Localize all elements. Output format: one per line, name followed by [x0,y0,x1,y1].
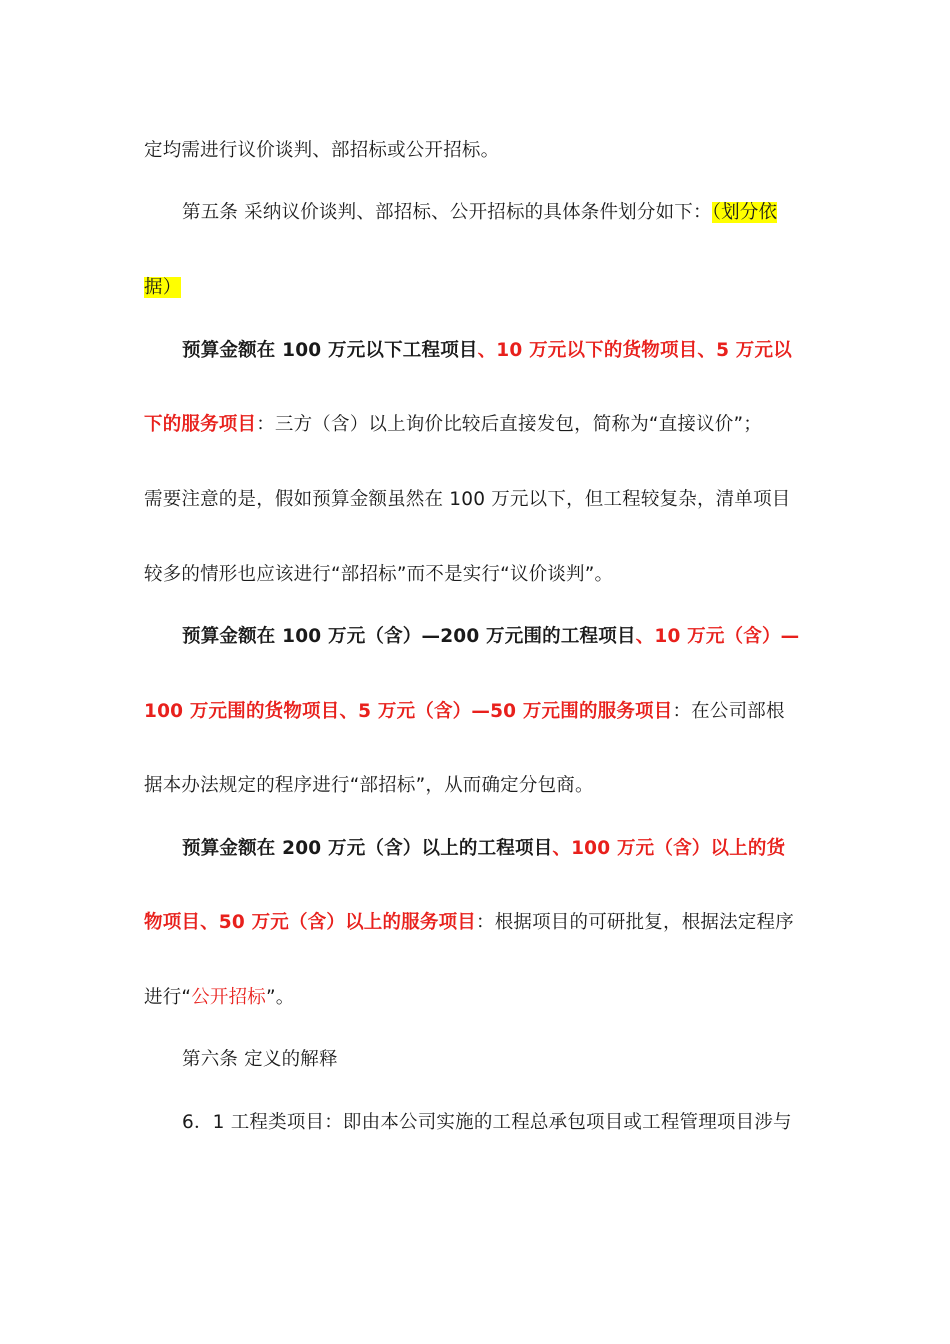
clause-2-red-text: 、10 万元（含）— [635,626,800,647]
clause-2-red-text: 100 万元围的货物项目、5 万元（含）—50 万元围的服务项目 [144,701,673,722]
clause-3-line-1 [182,836,806,862]
clause-1-line-3 [144,487,806,513]
clause-2-bold-lead: 预算金额在 100 万元（含）—200 万元围的工程项目 [182,626,636,647]
clause-1-text: ：三方（含）以上询价比较后直接发包，简称为“直接议价”； [256,414,762,435]
clause-1-line-1 [182,338,806,364]
highlighted-note: 据） [144,277,182,298]
clause-1-line-4 [144,562,806,588]
clause-2-line-2 [144,699,806,725]
clause-1-line-2 [144,412,806,438]
clause-3-text: ”。 [266,987,295,1008]
clause-3-bold-lead: 预算金额在 200 万元（含）以上的工程项目 [182,838,553,859]
clause-3-text: 进行“ [144,987,192,1008]
clause-2-text: 据本办法规定的程序进行“部招标”，从而确定分包商。 [144,775,594,796]
article-6-title-text: 第六条 定义的解释 [182,1049,338,1070]
clause-1-red-text: 下的服务项目 [144,414,257,435]
clause-1-red-text: 、10 万元以下的货物项目、5 万元以 [477,340,792,361]
clause-1-bold-lead: 预算金额在 100 万元以下工程项目 [182,340,478,361]
clause-2-line-1 [182,624,806,650]
article-6-title [182,1047,806,1073]
article-6-item-text: 6．1 工程类项目：即由本公司实施的工程总承包项目或工程管理项目涉与 [182,1112,792,1133]
highlighted-note: （划分依 [711,202,778,223]
text: 定均需进行议价谈判、部招标或公开招标。 [144,140,500,161]
clause-3-red-text: 、100 万元（含）以上的货 [552,838,786,859]
article-5-text: 第五条 采纳议价谈判、部招标、公开招标的具体条件划分如下： [182,202,712,223]
clause-3-line-3 [144,985,806,1011]
clause-3-red-text: 物项目、50 万元（含）以上的服务项目 [144,912,476,933]
article-6-item-1 [182,1110,806,1136]
clause-3-line-2 [144,910,806,936]
paragraph-line [144,138,806,164]
public-tender-term: 公开招标 [191,987,266,1008]
clause-1-text: 较多的情形也应该进行“部招标”而不是实行“议价谈判”。 [144,564,614,585]
article-5-line [182,200,806,226]
clause-1-text: 需要注意的是，假如预算金额虽然在 100 万元以下，但工程较复杂，清单项目 [144,489,791,510]
clause-2-text: ：在公司部根 [672,701,785,722]
clause-2-line-3 [144,773,806,799]
clause-3-text: ：根据项目的可研批复，根据法定程序 [476,912,794,933]
article-5-line-2 [144,275,806,301]
